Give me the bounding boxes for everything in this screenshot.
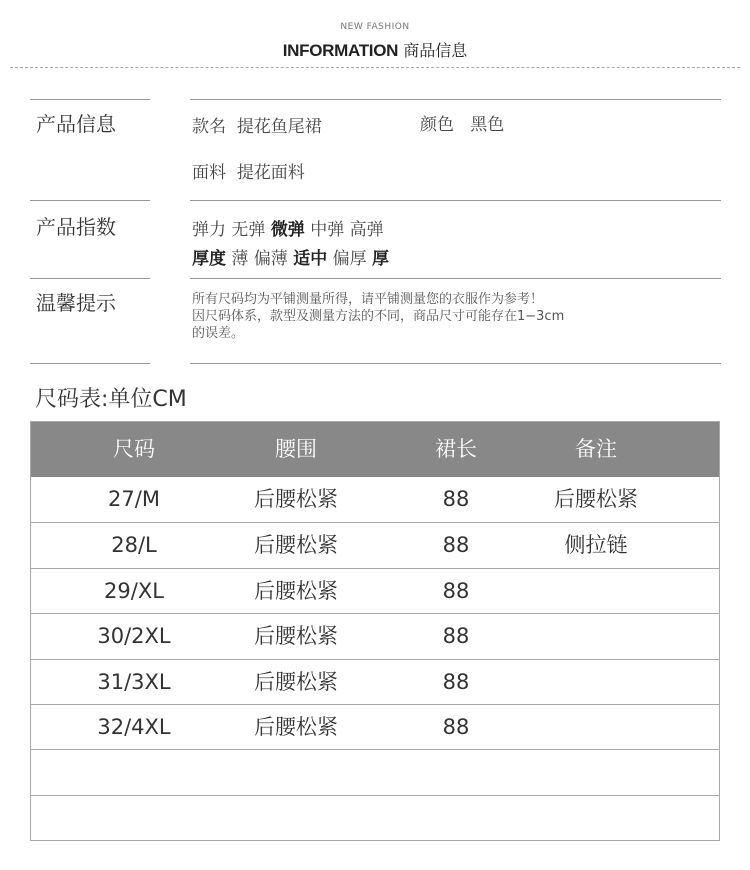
product-fabric (192, 158, 305, 183)
header-remark: 备注 (575, 437, 617, 461)
header-title (0, 38, 750, 61)
size-table-title: 尺码表:单位CM (35, 387, 187, 412)
header-subtitle: NEW FASHION (340, 22, 410, 32)
cell-remark (526, 705, 666, 749)
cell-waist: 后腰松紧 (254, 533, 338, 557)
elasticity-option: 高弹 (349, 220, 384, 240)
cell-size: 28/L (111, 533, 157, 557)
header-size: 尺码 (113, 437, 155, 461)
table-row (31, 795, 719, 840)
cell-remark (526, 796, 666, 840)
table-row (31, 568, 719, 613)
cell-size (64, 750, 204, 794)
section-rule (190, 278, 721, 279)
thickness-option: 偏厚 (332, 249, 367, 269)
cell-waist: 后腰松紧 (254, 715, 338, 739)
cell-length: 88 (442, 624, 470, 648)
cell-waist: 后腰松紧 (254, 624, 338, 648)
tips-line: 的误差。 (192, 326, 245, 341)
cell-waist (226, 750, 366, 794)
cell-size: 30/2XL (97, 624, 171, 648)
size-table (30, 421, 720, 841)
cell-length (401, 750, 511, 794)
cell-waist: 后腰松紧 (254, 579, 338, 603)
cell-remark (526, 569, 666, 613)
product-fabric-key: 面料 (192, 163, 226, 183)
header-divider (10, 67, 740, 68)
thickness-option: 偏薄 (253, 249, 288, 269)
tips-label: 温馨提示 (36, 291, 116, 315)
cell-remark: 后腰松紧 (554, 487, 638, 511)
cell-size: 29/XL (104, 579, 164, 603)
product-fabric-value: 提花面料 (236, 163, 305, 183)
elasticity-option: 无弹 (231, 220, 266, 240)
section-rule (30, 278, 150, 279)
cell-size: 31/3XL (97, 670, 171, 694)
section-rule (190, 200, 721, 201)
cell-length: 88 (442, 715, 470, 739)
cell-size: 32/4XL (97, 715, 171, 739)
header-title-en: INFORMATION (282, 41, 399, 60)
table-row (31, 704, 719, 749)
product-info-label: 产品信息 (36, 112, 116, 136)
header-waist: 腰围 (275, 437, 317, 461)
table-row (31, 522, 719, 567)
product-index-label: 产品指数 (36, 215, 116, 239)
section-rule (190, 363, 721, 364)
thickness-option: 薄 (231, 249, 249, 269)
elasticity-row (192, 215, 384, 240)
table-row (31, 477, 719, 522)
product-name-value: 提花鱼尾裙 (236, 117, 322, 137)
product-color-value: 黑色 (470, 115, 505, 135)
thickness-key: 厚度 (192, 249, 226, 269)
cell-waist (226, 796, 366, 840)
cell-waist: 后腰松紧 (254, 670, 338, 694)
thickness-option-selected: 适中 (293, 249, 328, 269)
tips-text (192, 291, 712, 342)
thickness-row (192, 244, 389, 269)
header-title-cn: 商品信息 (403, 41, 468, 60)
cell-length (401, 796, 511, 840)
cell-length: 88 (442, 533, 470, 557)
tips-line: 所有尺码均为平铺测量所得，请平铺测量您的衣服作为参考！ (192, 292, 544, 307)
product-name (192, 112, 322, 137)
cell-waist: 后腰松紧 (254, 487, 338, 511)
cell-size (64, 796, 204, 840)
cell-length: 88 (442, 670, 470, 694)
cell-remark (526, 750, 666, 794)
elasticity-key: 弹力 (192, 220, 226, 240)
section-rule (30, 363, 150, 364)
tips-line: 因尺码体系，款型及测量方法的不同，商品尺寸可能存在1−3cm (192, 309, 565, 324)
cell-size: 27/M (108, 487, 160, 511)
cell-length: 88 (442, 487, 470, 511)
table-row (31, 613, 719, 658)
cell-remark: 侧拉链 (564, 533, 628, 557)
table-row (31, 659, 719, 704)
cell-remark (526, 660, 666, 704)
cell-length: 88 (442, 579, 470, 603)
section-rule (30, 200, 150, 201)
elasticity-option-selected: 微弹 (270, 220, 305, 240)
thickness-option: 厚 (372, 249, 390, 269)
elasticity-option: 中弹 (310, 220, 345, 240)
table-header (31, 422, 719, 477)
section-rule (190, 99, 721, 100)
product-color (420, 110, 504, 135)
table-row (31, 749, 719, 794)
header-length: 裙长 (435, 437, 477, 461)
section-rule (30, 99, 150, 100)
product-name-key: 款名 (192, 117, 226, 137)
product-color-key: 颜色 (420, 115, 454, 135)
cell-remark (526, 614, 666, 658)
